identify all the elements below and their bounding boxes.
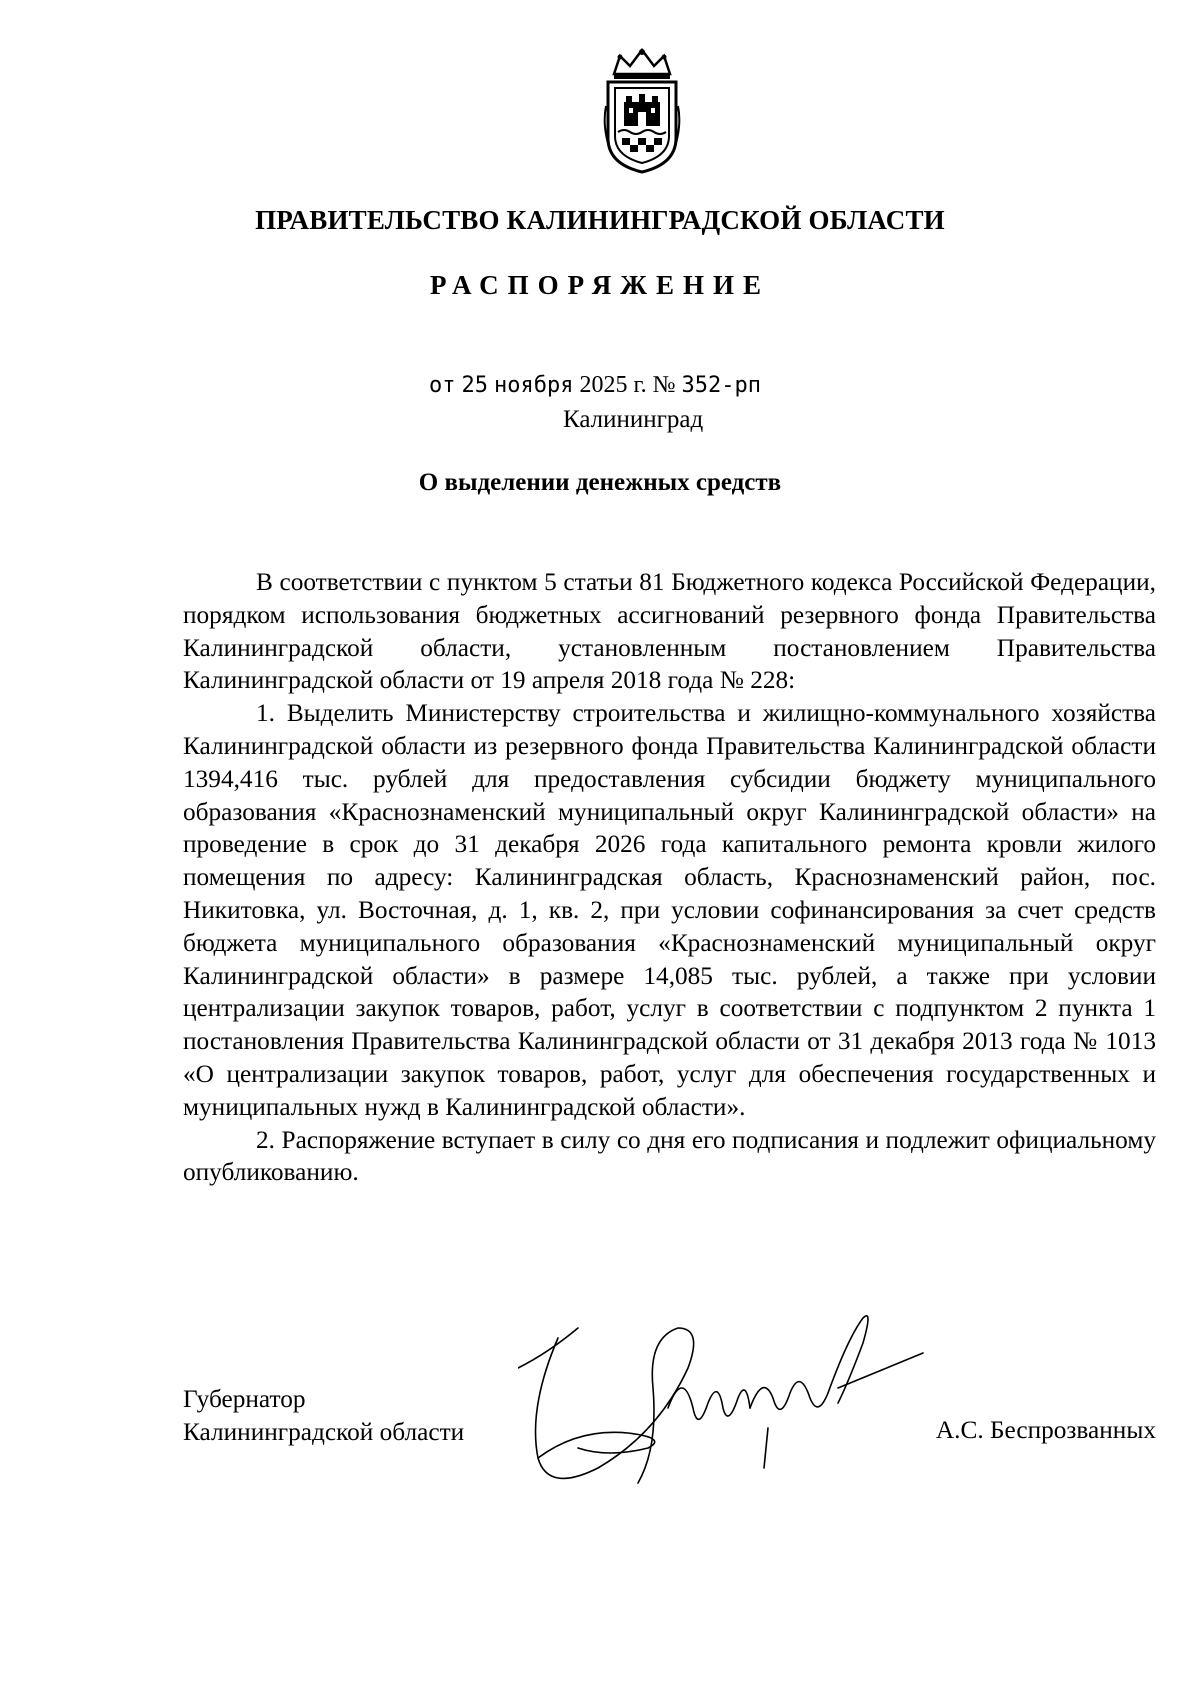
signer-position-line-1: Губернатор [183, 1385, 306, 1413]
signer-position-line-2: Калининградской области [183, 1418, 465, 1446]
item-1-paragraph: 1. Выделить Министерству строительства и жилищно-коммунального хозяйства Калининградской области из резервного фонда Правительства Калининградской области 1394,416 тыс. рублей для предоставления субсидии бюджету муниципального образования «Краснознаменский муниципальный округ Калининградской области» на проведение в срок до 31 декабря 2026 года капитального ремонта кровли жилого помещения по адресу: Калининградская область, Краснознаменский район, пос. Никитовка, ул. Восточная, д. 1, кв. 2, при условии софинансирования за счет средств бюджета муниципального образования «Краснознаменский муниципальный округ Калининградской области» в размере 14,085 тыс. рублей, а также при условии централизации закупок товаров, работ, услуг в соответствии с подпунктом 2 пункта 1 постановления Правительства Калининградской области от 31 декабря 2013 года № 1013 «О централизации закупок товаров, работ, услуг для обеспечения государственных и муниципальных нужд в Калининградской области». [183, 699, 1156, 1121]
number-sign: № [652, 372, 676, 398]
document-type: РАСПОРЯЖЕНИЕ [429, 270, 771, 300]
city: Калининград [563, 406, 704, 433]
government-title: ПРАВИТЕЛЬСТВО КАЛИНИНГРАДСКОЙ ОБЛАСТИ [255, 205, 945, 235]
item-2-paragraph: 2. Распоряжение вступает в силу со дня его подписания и подлежит официальному опубликованию. [183, 1125, 1156, 1187]
date-number-line [429, 372, 761, 399]
date-prefix: от [429, 373, 456, 398]
signer-name: А.С. Беспрозванных [935, 1416, 1156, 1444]
signer-position [183, 1383, 464, 1449]
document-number: 352-рп [681, 373, 762, 398]
date-month: ноября [494, 373, 574, 398]
date-day: 25 [461, 373, 488, 398]
coat-of-arms-icon [602, 46, 682, 176]
preamble-paragraph: В соответствии с пунктом 5 статьи 81 Бюджетного кодекса Российской Федерации, порядком использования бюджетных ассигнований резервного фонда Правительства Калининградской области, установленным постановлением Правительства Калининградской области от 19 апреля 2018 года № 228: [183, 568, 1156, 695]
document-body [183, 566, 1156, 1189]
handwritten-signature [518, 1298, 938, 1498]
document-subject: О выделении денежных средств [418, 469, 782, 496]
date-year: 2025 г. [579, 372, 647, 398]
